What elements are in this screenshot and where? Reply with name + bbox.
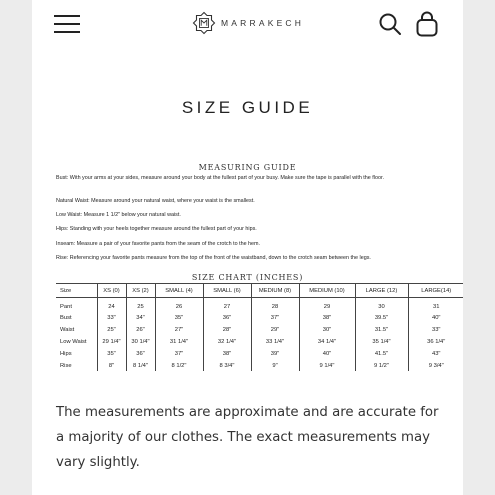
table-cell: 38" [203,348,251,360]
table-cell: 35" [155,313,203,325]
column-header: MEDIUM (10) [299,284,355,298]
measuring-guide-heading: MEASURING GUIDE [198,163,297,172]
guide-item-rise: Rise: Referencing your favorite pants measure from the top of the front of the waistband, down to the crotch seam between the legs. [56,255,371,261]
brand-name: MARRAKECH [221,18,305,28]
table-row [56,348,463,360]
table-cell: 33 1/4" [251,336,299,348]
table-cell: 33" [97,313,126,325]
table-cell: 36" [203,313,251,325]
table-cell: 33" [408,324,463,336]
page-container [32,0,463,495]
search-icon[interactable] [378,12,402,36]
column-header: SMALL (4) [155,284,203,298]
table-cell: 36" [126,348,155,360]
table-cell: 38" [299,313,355,325]
table-cell: 28 [251,298,299,313]
table-cell: 9 1/2" [355,360,408,372]
logo-mark-icon [192,11,216,35]
guide-item-bust: Bust: With your arms at your sides, measure around your body at the fullest part of your busy. Make sure the tape is parallel with the floor. [56,175,384,181]
table-cell: 24 [97,298,126,313]
table-row [56,336,463,348]
table-cell: 31 1/4" [155,336,203,348]
table-cell: 40" [299,348,355,360]
brand-logo[interactable] [192,10,304,36]
table-cell: 25 [126,298,155,313]
table-cell: 27" [155,324,203,336]
table-cell: Waist [60,327,75,334]
table-cell: 8" [97,360,126,372]
table-cell: Low Waist [60,338,87,345]
table-cell: 36 1/4" [408,336,463,348]
size-chart-table [56,283,463,371]
table-cell: 27 [203,298,251,313]
menu-icon-bar [54,15,80,17]
table-cell: 28" [203,324,251,336]
column-header: MEDIUM (8) [251,284,299,298]
column-header: SMALL (6) [203,284,251,298]
table-cell: 30" [299,324,355,336]
table-cell: 9 3/4" [408,360,463,372]
table-cell: Hips [60,350,72,357]
column-header: XS (0) [97,284,126,298]
table-cell: 31 [408,298,463,313]
table-cell: 39.5" [355,313,408,325]
table-cell: 37" [155,348,203,360]
size-chart-header-row [56,284,463,298]
table-cell: 31.5" [355,324,408,336]
table-cell: 32 1/4" [203,336,251,348]
table-cell: 8 1/4" [126,360,155,372]
table-cell: 41.5" [355,348,408,360]
guide-item-natural-waist: Natural Waist: Measure around your natural waist, where your waist is the smallest. [56,198,255,204]
table-cell: 29" [251,324,299,336]
menu-icon[interactable] [54,14,80,34]
menu-icon-bar [54,23,80,25]
column-header: XS (2) [126,284,155,298]
site-header [32,0,463,48]
table-cell: 8 1/2" [155,360,203,372]
table-cell: 35 1/4" [355,336,408,348]
table-cell: 26" [126,324,155,336]
column-header: Size [56,284,97,298]
table-row [56,298,463,313]
menu-icon-bar [54,31,80,33]
table-cell: 34" [126,313,155,325]
size-chart-heading: SIZE CHART (INCHES) [191,273,304,282]
table-cell: 29 [299,298,355,313]
table-cell: Pant [60,304,72,311]
table-cell: 26 [155,298,203,313]
table-cell: 9 1/4" [299,360,355,372]
table-cell: 30 [355,298,408,313]
column-header: LARGE (12) [355,284,408,298]
guide-item-inseam: Inseam: Measure a pair of your favorite pants from the seam of the crotch to the hem. [56,241,261,247]
table-row [56,313,463,325]
table-cell: 35" [97,348,126,360]
table-row [56,324,463,336]
table-cell: Rise [60,362,72,369]
table-cell: 40" [408,313,463,325]
page-title: SIZE GUIDE [181,98,314,117]
shopping-bag-icon[interactable] [415,11,439,37]
table-cell: 30 1/4" [126,336,155,348]
table-row [56,360,463,372]
table-cell: 29 1/4" [97,336,126,348]
guide-item-low-waist: Low Waist: Measure 1 1/2" below your natural waist. [56,212,181,218]
table-cell: 34 1/4" [299,336,355,348]
table-cell: 8 3/4" [203,360,251,372]
table-cell: Bust [60,315,72,322]
guide-item-hips: Hips: Standing with your heels together measure around the fullest part of your hips. [56,226,257,232]
table-cell: 37" [251,313,299,325]
column-header: LARGE(14) [408,284,463,298]
table-cell: 43" [408,348,463,360]
table-cell: 39" [251,348,299,360]
table-cell: 9" [251,360,299,372]
measurement-note: The measurements are approximate and are accurate for a majority of our clothes. The exact measurements may vary slightly. [56,405,439,470]
table-cell: 25" [97,324,126,336]
